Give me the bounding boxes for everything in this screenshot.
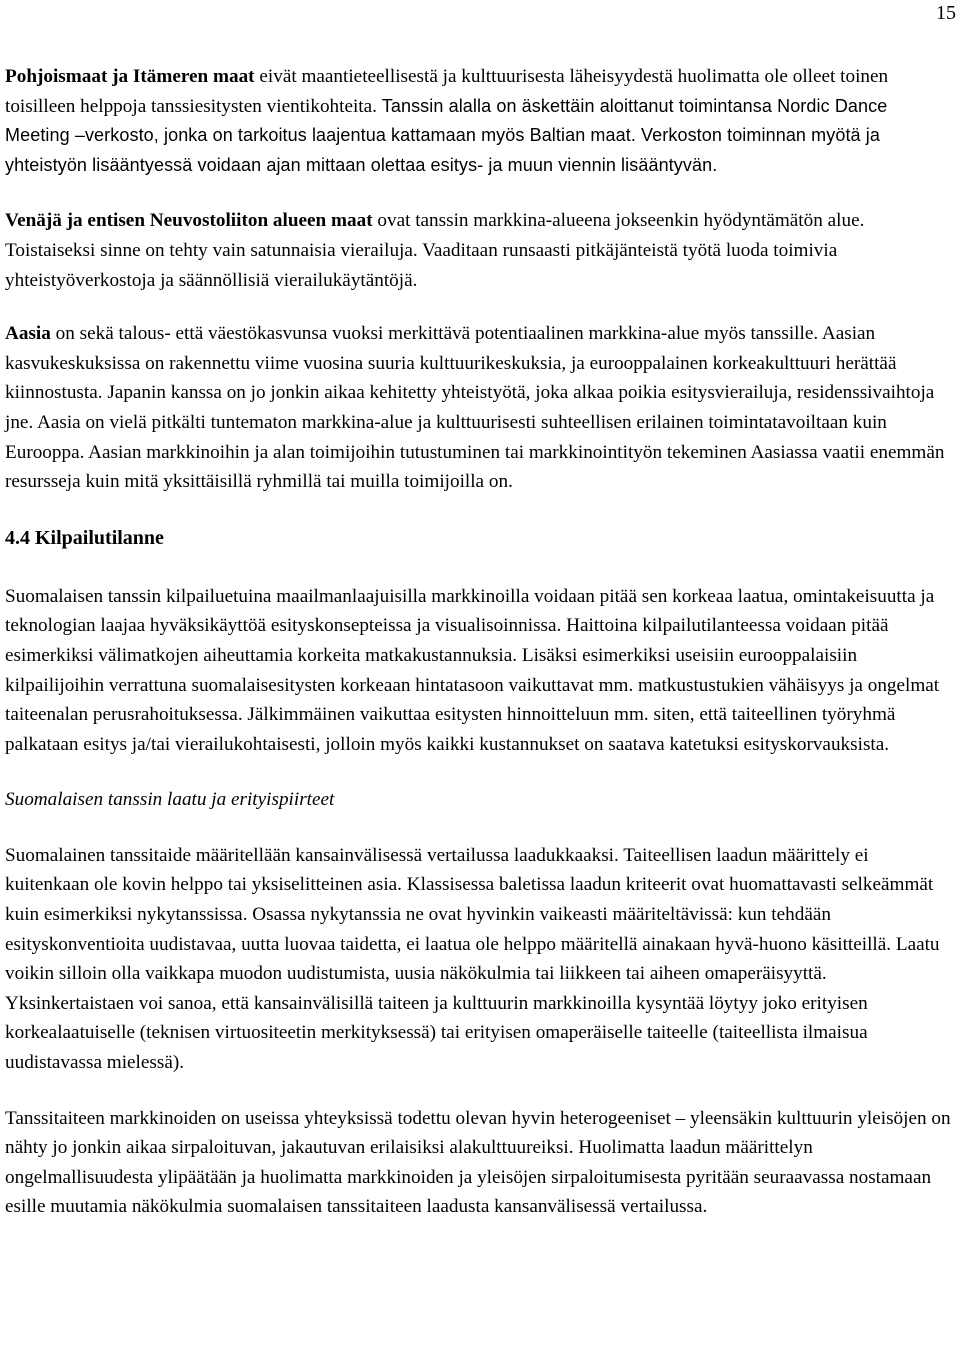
- nordic-text-1: eivät maantieteellisestä ja kulttuurisesta läheisyydestä huolimatta ole olleet toinen toisilleen helppoja tanssiesitysten vientikohteita.: [5, 66, 889, 117]
- russia-lead: Venäjä ja entisen Neuvostoliiton alueen maat: [5, 210, 373, 232]
- paragraph-russia: [5, 206, 955, 295]
- paragraph-quality: Suomalainen tanssitaide määritellään kansainvälisessä vertailussa laadukkaaksi. Taiteellisen laadun määrittely ei kuitenkaan ole kovin helppo tai yksiselitteinen asia. Klassisessa baletissa laadun kriteerit ovat huomattavasti selkeämmät kuin esimerkiksi nykytanssissa. Osassa nykytanssia ne ovat hyvinkin vaikeasti määriteltävissä: kun tehdään esityskonventioita uudistavaa, uutta luovaa taidetta, ei laatua ole helppo määritellä ainakaan hyvä-huono käsitteillä. Laatu voikin silloin olla vaikkapa muodon uudistumista, uusia näkökulmia tai liikkeen tai aiheen omaperäisyyttä. Yksinkertaistaen voi sanoa, että kansainvälisillä taiteen ja kulttuurin markkinoilla kysyntää löytyy joko erityisen korkealaatuiselle (teknisen virtuositeetin merkityksessä) tai erityisen omaperäiselle taiteelle (taiteellista ilmaisua uudistavassa mielessä).: [5, 844, 940, 1074]
- page-number: 15: [936, 2, 956, 24]
- nordic-text-2: Tanssin alalla on äskettäin aloittanut toimintansa Nordic Dance Meeting –verkosto, jonka on tarkoitus laajentua kattamaan myös Baltian maat. Verkoston toiminnan myötä ja yhteistyön lisääntyessä voidaan ajan mittaan olettaa esitys- ja muun viennin lisääntyvän.: [5, 95, 888, 175]
- russia-text: ovat tanssin markkina-alueena jokseenkin hyödyntämätön alue. Toistaiseksi sinne on tehty vain satunnaisia vierailuja. Vaaditaan runsaasti pitkäjänteistä työtä luoda toimivia yhteistyöverkostoja ja säännöllisiä vierailukäytäntöjä.: [5, 210, 865, 291]
- asia-lead: Aasia: [5, 323, 51, 345]
- paragraph-nordic: [5, 62, 955, 180]
- section-heading: 4.4 Kilpailutilanne: [5, 526, 164, 549]
- paragraph-asia: [5, 319, 955, 497]
- document-body: [5, 62, 955, 1222]
- nordic-lead: Pohjoismaat ja Itämeren maat: [5, 66, 255, 87]
- paragraph-competition: Suomalaisen tanssin kilpailuetuina maailmanlaajuisilla markkinoilla voidaan pitää sen korkeaa laatua, omintakeisuutta ja teknologian laajaa hyväksikäyttöä esityskonsepteissa ja visualisoinnissa. Haittoina kilpailutilanteessa voidaan pitää esimerkiksi välimatkojen aiheuttamia korkeita matkakustannuksia. Lisäksi esimerkiksi useisiin eurooppalaisiin kilpailijoihin verrattuna suomalaisesitysten korkeaan hintatasoon vaikuttavat mm. matkustustukien vähäisyys ja ongelmat taiteenalan perusrahoituksessa. Jälkimmäinen vaikuttaa esitysten hinnoitteluun mm. siten, että taiteellinen työryhmä palkataan esitys ja/tai vierailukohtaisesti, jolloin myös kaikki kustannukset on saatava katetuksi esityskorvauksista.: [5, 585, 940, 755]
- subsection-heading: Suomalaisen tanssin laatu ja erityispiirteet: [5, 789, 335, 811]
- asia-text: on sekä talous- että väestökasvunsa vuoksi merkittävä potentiaalinen markkina-alue myös tanssille. Aasian kasvukeskuksissa on rakennettu viime vuosina suuria kulttuurikeskuksia, ja eurooppalainen korkeakulttuuri herättää kiinnostusta. Japanin kanssa on jo jonkin aikaa kehitetty yhteistyötä, joka alkaa poikia esitysvierailuja, residenssivaihtoja jne. Aasia on vielä pitkälti tuntematon markkina-alue ja kulttuurisesti suhteellisen erilainen toimintatavoiltaan kuin Eurooppa. Aasian markkinoihin ja alan toimijoihin tutustuminen tai markkinointityön tekeminen Aasiassa vaatii enemmän resursseja kuin mitä yksittäisillä ryhmillä tai muilla toimijoilla on.: [5, 323, 945, 493]
- paragraph-heterogeneity: Tanssitaiteen markkinoiden on useissa yhteyksissä todettu olevan hyvin heterogeeniset – yleensäkin kulttuurin yleisöjen on nähty jo jonkin aikaa sirpaloituvan, jakautuvan erilaisiksi alakulttuureiksi. Huolimatta laadun määrittelyn ongelmallisuudesta ylipäätään ja huolimatta markkinoiden ja yleisöjen sirpaloitumisesta pyritään seuraavassa nostamaan esille muutamia näkökulmia suomalaisen tanssitaiteen laadusta kansanvälisessä vertailussa.: [5, 1107, 951, 1218]
